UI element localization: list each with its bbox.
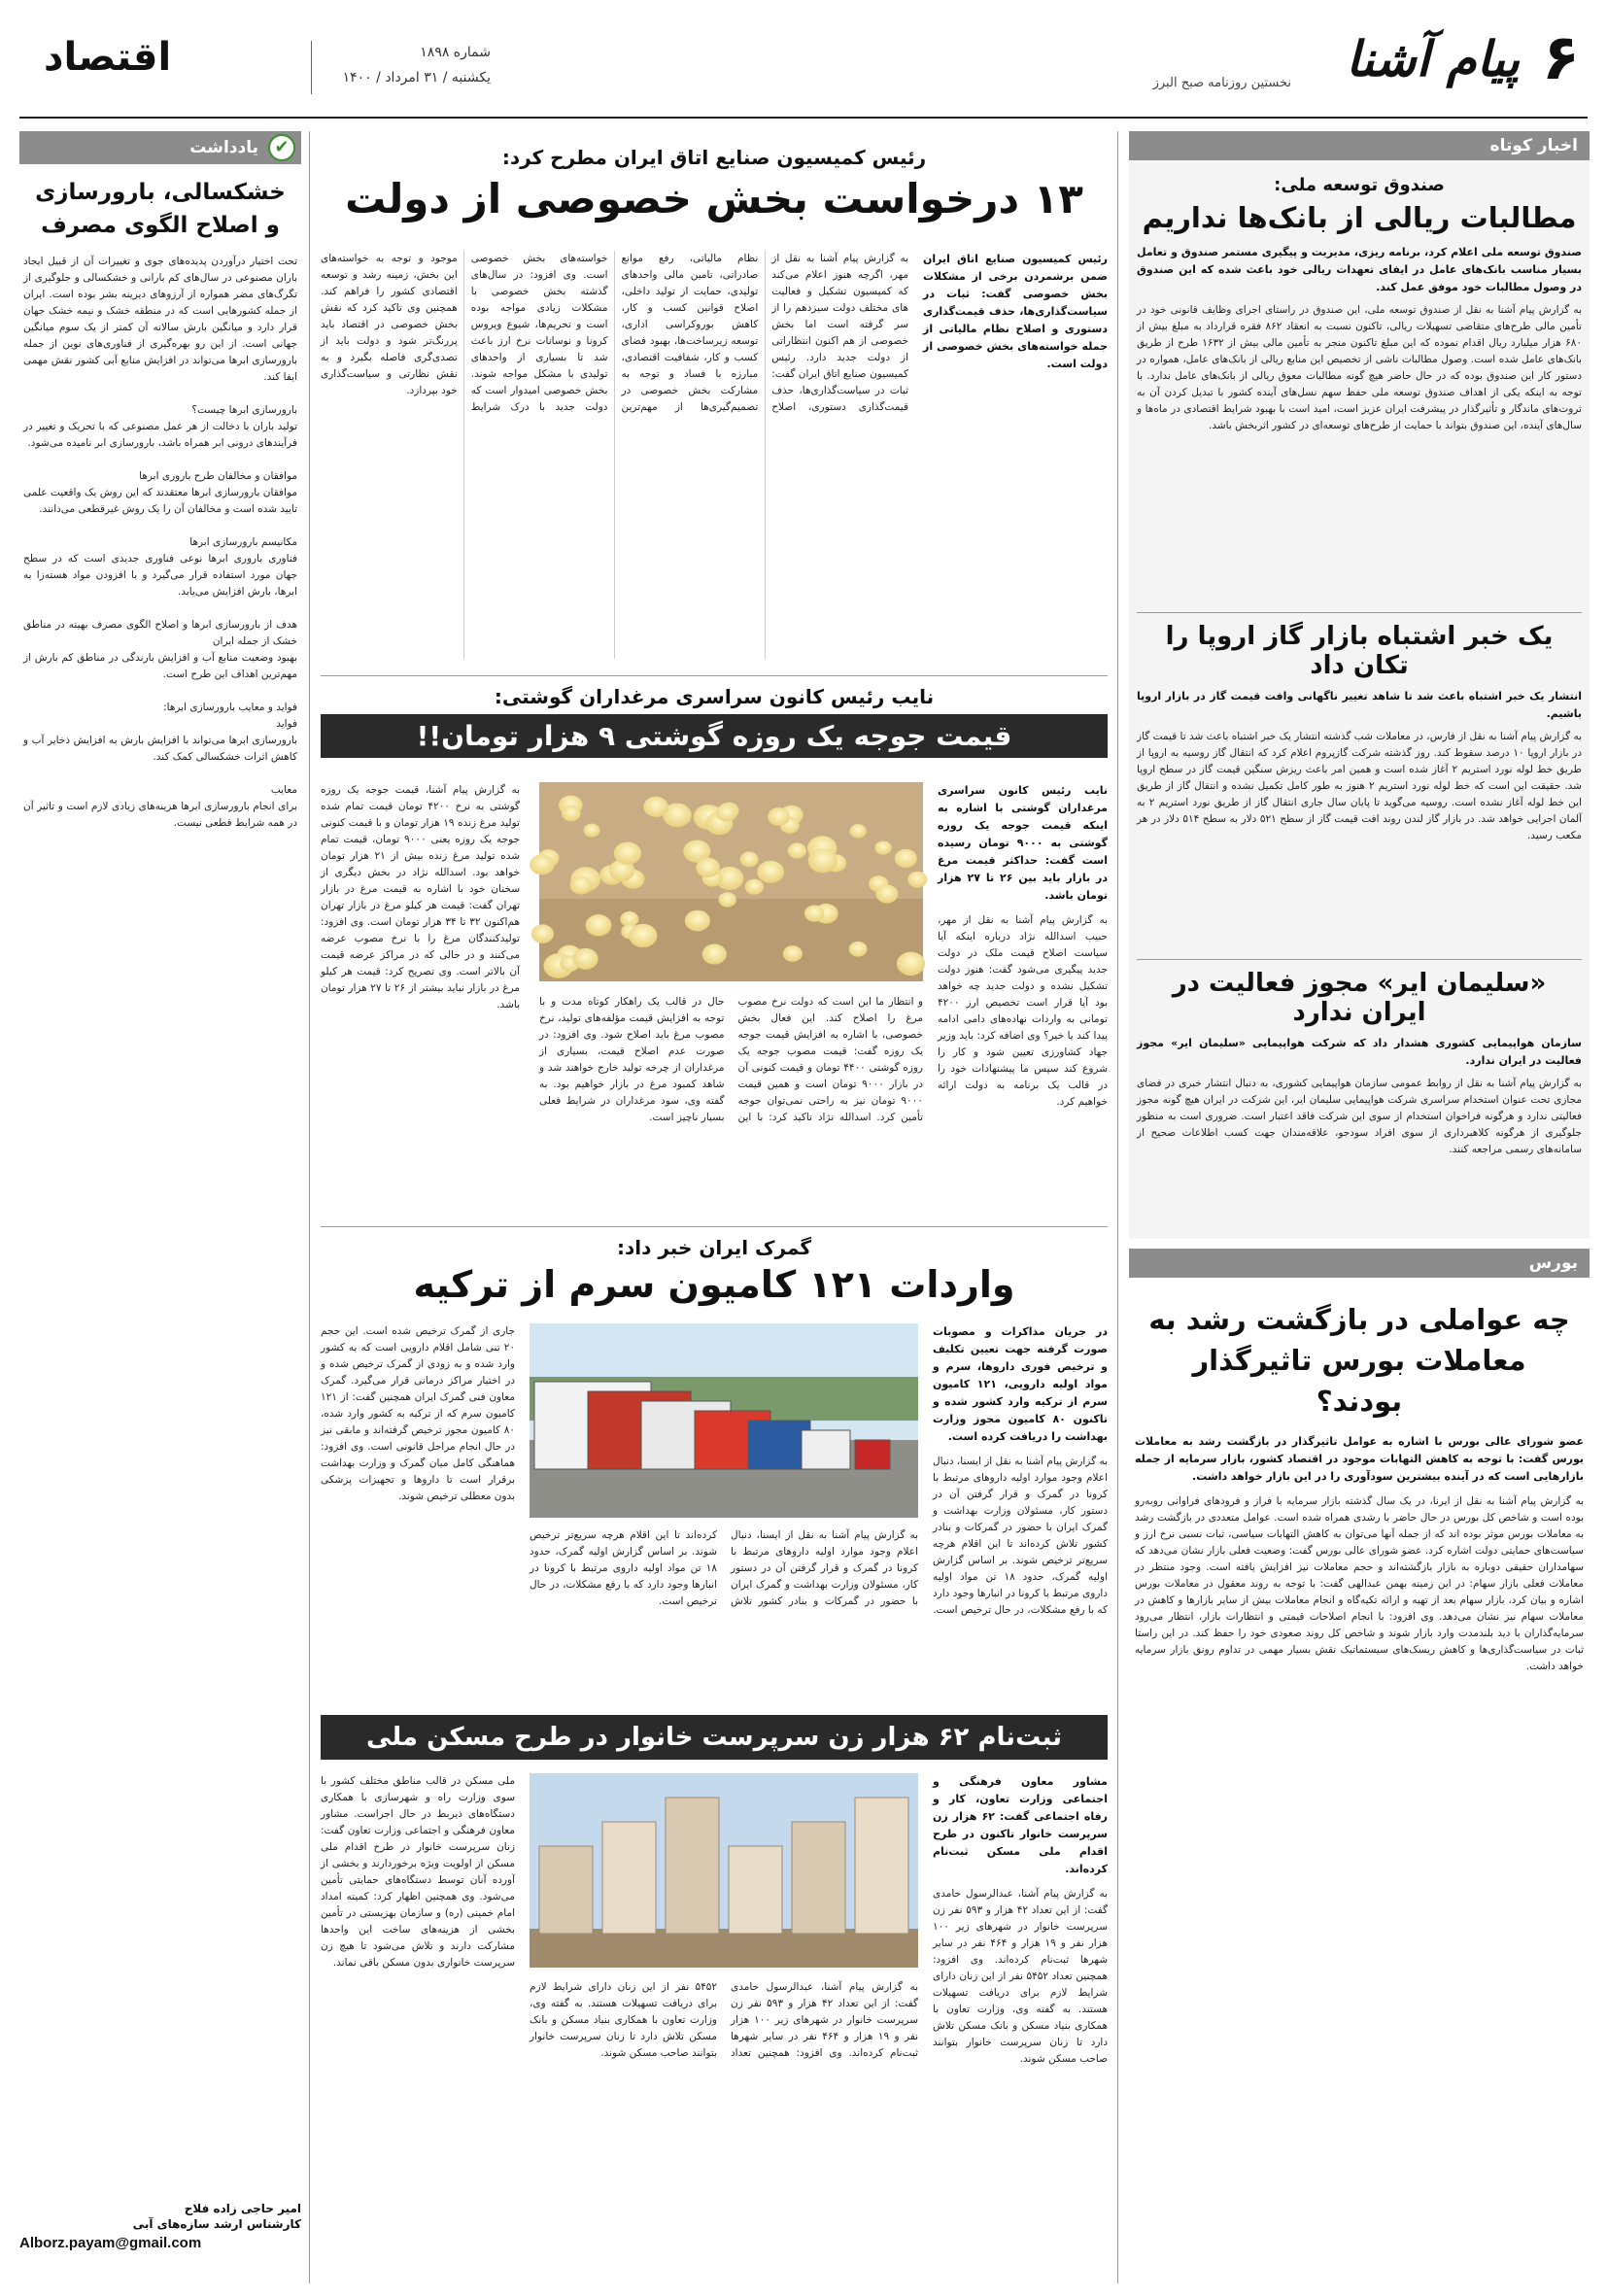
story-divider [321, 1226, 1108, 1227]
chick-shape [768, 807, 790, 826]
editorial-headline: خشکسالی، بارورسازی و اصلاح الگوی مصرف [35, 180, 286, 238]
editorial-label-bar [19, 131, 301, 164]
chick-shape [696, 858, 720, 877]
chick-shape [897, 952, 925, 976]
chick-shape [562, 805, 580, 821]
trucks-photo [530, 1323, 918, 1518]
trucks-lead: در جریان مذاکرات و مصوبات صورت گرفته جهت تعیین تکلیف و ترخیص فوری داروها، سرم و مواد اولیه دارویی، ۱۲۱ کامیون سرم از ترکیه وارد کشور شده و تاکنون ۸۰ کامیون مجوز وزارت بهداشت را دریافت کرده است. [933, 1325, 1109, 1443]
trucks-body-a: به گزارش پیام آشنا به نقل از ایسنا، دنبال اعلام وجود موارد اولیه داروهای مرتبط با کرونا در گمرک و قرار گرفتن آن در دستور کار، مسئولان وزارت بهداشت و گمرک ایران با حضور در گمرکات و بنادر کشور تلاش کرده‌اند تا این اقلام هرچه سریع‌تر ترخیص شوند. بر اساس گزارش اولیه گمرک، حدود ۱۸ تن مواد اولیه داروی مرتبط با کرونا در انبارها وجود دارد که با رفع مشکلات، در حال ترخیص است. [929, 1456, 1109, 1616]
checkmark-icon: ✔ [268, 134, 295, 161]
truck-shape [855, 1440, 890, 1469]
trucks-story [317, 1236, 1109, 1707]
chick-shape [740, 852, 759, 868]
chicks-body-a: به گزارش پیام آشنا به نقل از مهر، حبیب اسدالله نژاد درباره اینکه آیا سیاست اصلاح قیمت ملک در دولت جدید پیگیری می‌شود گفت: هنوز دولت تشکیل نشده و دولت جدید چه خواهد بود آیا قرار است تخصیص ارز ۴۲۰۰ تومانی به واردات نهاده‌های دامی ادامه پیدا کند یا خیر؟ وی اضافه کرد: باید وزیر جهاد کشاورزی تعیین شود و کار را شروع کند سپس ما پیشنهادات خود را در قالب یک برنامه به دولت ارائه خواهیم کرد. [934, 914, 1108, 1108]
chick-shape [530, 854, 554, 874]
building-shape [729, 1846, 782, 1934]
chick-shape [702, 943, 727, 964]
housing-body-a: به گزارش پیام آشنا، عبدالرسول حامدی گفت: از این تعداد ۴۲ هزار و ۵۹۳ نفر زن سرپرست خانوار در شهرهای زیر ۱۰۰ هزار نفر و ۱۹ هزار و ۴۶۴ نفر در سایر شهرها ثبت‌نام کرده‌اند. وی افزود: همچنین تعداد ۵۴۵۲ نفر از این زنان دارای شرایط لازم برای دریافت تسهیلات هستند. به گفته وی، وزارت تعاون با همکاری بنیاد مسکن و بانک مسکن تلاش دارد تا زنان سرپرست خانوار بتوانند صاحب مسکن شوند. [929, 1888, 1109, 2065]
story2 [1133, 622, 1583, 952]
page-number: ۶ [1541, 22, 1580, 94]
editorial-footer [19, 2202, 301, 2279]
chicks-kicker: نایب رئیس کانون سراسری مرغداران گوشتی: [494, 685, 935, 708]
top-story-body: به گزارش پیام آشنا به نقل از مهر، اگرچه هنوز اعلام می‌کند که کمیسیون تشکیل و فعالیت های مختلف دولت سیزدهم را از سر گرفته است اما بخش خصوصی از هم اکنون انتظاراتی از دولت جدید دارد. رئیس کمیسیون صنایع اتاق ایران گفت: ثبات در سیاست‌گذاری‌ها، حذف قیمت‌گذاری دستوری، اصلاح نظام مالیاتی، رفع موانع صادراتی، تامین مالی واحدهای تولیدی، حمایت از تولید داخلی، اصلاح قوانین کسب و کار، کاهش بوروکراسی اداری، توسعه زیرساخت‌ها، بهبود فضای کسب و کار، شفافیت اقتصادی، مبارزه با فساد و توجه به مشارکت بخش خصوصی در تصمیم‌گیری‌ها از مهم‌ترین خواسته‌های بخش خصوصی است. وی افزود: در سال‌های گذشته بخش خصوصی با مشکلات زیادی مواجه بوده است و تحریم‌ها، شیوع ویروس کرونا و نوسانات نرخ ارز باعث شد تا بسیاری از واحدهای تولیدی با مشکل مواجه شوند. بخش خصوصی امیدوار است که دولت جدید با درک شرایط موجود و توجه به خواسته‌های این بخش، زمینه رشد و توسعه اقتصادی کشور را فراهم کند. همچنین وی تاکید کرد که نقش بخش خصوصی در اقتصاد باید پررنگ‌تر شود و دولت باید از تصدی‌گری فاصله بگیرد و به نقش نظارتی و سیاست‌گذاری خود بپردازد. [317, 253, 909, 413]
top-story-kicker: رئیس کمیسیون صنایع اتاق ایران مطرح کرد: [501, 146, 927, 169]
chick-shape [586, 914, 612, 936]
chicks-body-c: به گزارش پیام آشنا، قیمت جوجه یک روزه گوشتی به نرخ ۴۲۰۰ تومان قیمت تمام شده تولید مرغ زنده ۱۹ هزار تومان و با قیمت کنونی جوجه یک روزه یعنی ۹۰۰۰ تومان، قیمت تمام شده تولید مرغ زنده بیش از ۲۱ هزار تومان خواهد بود. اسدالله نژاد در بخش دیگری از سخنان خود با اشاره به قیمت مرغ در بازار تهران گفت: قیمت هر کیلو مرغ در بازار تهران هم‌اکنون ۳۲ تا ۳۴ هزار تومان است. وی افزود: تولیدکنندگان مرغ را با نرخ مصوب عرضه می‌کنند و در حالی که در مراکز عرضه قیمت آن بالاتر است. وی تصریح کرد: قیمت هر کیلو مرغ در بازار نباید بیشتر از ۲۶ تا ۲۷ هزار تومان باشد. [317, 784, 521, 1011]
chick-shape [531, 924, 554, 942]
chick-shape [570, 876, 593, 895]
building-shape [666, 1798, 719, 1934]
chick-shape [907, 872, 927, 888]
author-role: کارشناس ارشد سازه‌های آبی [132, 2217, 301, 2231]
chick-shape [849, 824, 866, 838]
story2-lead: انتشار یک خبر اشتباه باعث شد تا شاهد تغییر ناگهانی وافت قیمت گاز در بازار اروپا باشیم. [1137, 690, 1582, 720]
top-story [317, 146, 1108, 670]
column-divider [309, 131, 310, 2283]
chick-shape [745, 879, 764, 895]
story1-headline: مطالبات ریالی از بانک‌ها نداریم [1142, 201, 1577, 234]
bourse-column [1129, 1249, 1590, 2279]
top-story-headline: ۱۳ درخواست بخش خصوصی از دولت [345, 175, 1083, 223]
top-story-lead: رئیس کمیسیون صنایع اتاق ایران ضمن برشمردن برخی از مشکلات بخش خصوصی گفت: ثبات در سیاست‌گذاری‌ها، حذف قیمت‌گذاری دستوری و اصلاح نظام مالیاتی از جمله خواسته‌های بخش خصوصی از دولت است. [923, 253, 1108, 370]
housing-body-c: به گزارش پیام آشنا، عبدالرسول حامدی گفت: از این تعداد ۴۲ هزار و ۵۹۳ نفر زن سرپرست خانوار در شهرهای زیر ۱۰۰ هزار نفر و ۱۹ هزار و ۴۶۴ نفر در سایر شهرها ثبت‌نام کرده‌اند. وی افزود: همچنین تعداد ۵۴۵۲ نفر از این زنان دارای شرایط لازم برای دریافت تسهیلات هستند. به گفته وی، وزارت تعاون با همکاری بنیاد مسکن و بانک مسکن تلاش دارد تا زنان سرپرست خانوار بتوانند صاحب مسکن شوند. [526, 1981, 919, 2059]
trucks-body-c: به گزارش پیام آشنا به نقل از ایسنا، دنبال اعلام وجود موارد اولیه داروهای مرتبط با کرونا در گمرک و قرار گرفتن آن در دستور کار، مسئولان وزارت بهداشت و گمرک ایران با حضور در گمرکات و بنادر کشور تلاش کرده‌اند تا این اقلام هرچه سریع‌تر ترخیص شوند. بر اساس گزارش اولیه گمرک، حدود ۱۸ تن مواد اولیه داروی مرتبط با کرونا در انبارها وجود دارد که با رفع مشکلات، در حال ترخیص است. [526, 1529, 918, 1607]
housing-photo [530, 1773, 918, 1968]
story3-headline: «سلیمان ایر» مجوز فعالیت در ایران ندارد [1172, 969, 1547, 1027]
story1-kicker: صندوق توسعه ملی: [1274, 175, 1445, 195]
editorial-body: تحت اختیار درآوردن پدیده‌های جوی و تغییرات آن از قبیل ایجاد باران مصنوعی در سال‌های کم بارانی و خشکسالی و جلوگیری از تگرگ‌های مضر همواره از آرزوهای دیرینه بشر بوده است. ایران از جمله کشورهایی است که در منطقه خشک و نیمه خشک جهان قرار دارد و میانگین بارش سالانه آن کمتر از یک سوم میانگین جهانی است. از این رو بهره‌گیری از فناوری‌های نوین از جمله بارورسازی ابرها می‌تواند در افزایش منابع آبی کشور نقش مهمی ایفا کند. بارورسازی ابرها چیست؟ تولید باران با دخالت از هر عمل مصنوعی که با تحریک و تغییر در فرآیندهای درونی ابر همراه باشد، بارورسازی ابر نامیده می‌شود. موافقان و مخالفان طرح باروری ابرها موافقان بارورسازی ابرها معتقدند که این روش یک واقعیت علمی تایید شده است و مخالفان آن را یک روش غیرقطعی می‌دانند. مکانیسم بارورسازی ابرها فناوری باروری ابرها نوعی فناوری جدیدی است که در سطح جهان مورد استفاده قرار می‌گیرد و با افزودن مواد هسته‌زا به ابرها، بارش افزایش می‌یابد. هدف از بارورسازی ابرها و اصلاح الگوی مصرف بهینه در مناطق خشک از جمله ایران بهبود وضعیت منابع آب و افزایش بارندگی در مناطق کم بارش از مهم‌ترین اهداف این طرح است. فواید و معایب بارورسازی ابرها: فواید بارورسازی ابرها می‌تواند با افزایش بارش به افزایش ذخایر آب و کاهش اثرات خشکسالی کمک کند. معایب برای انجام بارورسازی ابرها هزینه‌های زیادی لازم است و تاثیر آن در همه شرایط قطعی نیست. [23, 256, 298, 829]
chicks-story [317, 685, 1108, 1224]
chicks-lead: نایب رئیس کانون سراسری مرغداران گوشتی با اشاره به اینکه قیمت جوجه یک روزه گوشتی به ۹۰۰۰ تومان رسیده است گفت: حداکثر قیمت مرغ در بازار باید بین ۲۶ تا ۲۷ هزار تومان باشد. [938, 784, 1108, 902]
building-shape [602, 1822, 656, 1934]
chick-shape [718, 892, 735, 907]
building-shape [539, 1846, 593, 1934]
story3-lead: سازمان هواپیمایی کشوری هشدار داد که شرکت هواپیمایی «سلیمان ایر» مجوز فعالیت در ایران ندارد. [1137, 1037, 1582, 1067]
housing-headline-bar [321, 1715, 1108, 1760]
chick-shape [614, 842, 641, 865]
truck-shape [802, 1430, 850, 1469]
chick-shape [788, 843, 806, 859]
chick-shape [757, 861, 784, 883]
story1 [1133, 175, 1583, 602]
section-title: اقتصاد [44, 35, 172, 80]
chick-shape [572, 948, 598, 970]
editorial-column [19, 131, 301, 2283]
housing-story [317, 1715, 1109, 2279]
housing-lead-box [929, 1773, 1109, 2269]
author-name: امیر حاجی زاده فلاح [184, 2202, 301, 2215]
trucks-kicker: گمرک ایران خبر داد: [617, 1236, 811, 1259]
contact-email[interactable]: Alborz.payam@gmail.com [19, 2235, 202, 2251]
masthead [19, 19, 1588, 112]
chick-shape [849, 942, 868, 957]
chicks-headline: قیمت جوجه یک روزه گوشتی ۹ هزار تومان!! [416, 720, 1012, 752]
chick-shape [716, 804, 737, 821]
chicks-body-b: و انتظار ما این است که دولت نرخ مصوب مرغ را اصلاح کند. این فعال بخش خصوصی، با اشاره به افزایش قیمت جوجه یک روزه گفت: قیمت مصوب جوجه یک روزه گوشتی ۴۴۰۰ تومان و قیمت کنونی آن در بازار ۹۰۰۰ تومان است و همین قیمت ۹۰۰۰ تومان نیز به راحتی نمی‌توان جوجه تأمین کرد. اسدالله نژاد تاکید کرد: با این حال در قالب یک راهکار کوتاه مدت و با توجه به افزایش قیمت مؤلفه‌های تولید، نرخ مصوب مرغ باید اصلاح شود. وی افزود: در صورت عدم اصلاح قیمت، بسیاری از مرغداران از چرخه تولید خارج خواهند شد و شاهد کمبود مرغ در بازار خواهیم بود. به گفته وی، سود مرغداران در شرایط فعلی بسیار ناچیز است. [535, 996, 923, 1123]
truck-shape [748, 1421, 810, 1469]
housing-headline: ثبت‌نام ۶۲ هزار زن سرپرست خانوار در طرح مسکن ملی [366, 1723, 1062, 1752]
story4-body: به گزارش پیام آشنا به نقل از ایرنا، در یک سال گذشته بازار سرمایه با فراز و فرودهای فراوانی روبه‌رو بوده است و شاخص کل بورس در حال حاضر با رشدی همراه شده است. عوامل متعددی در بازگشت رشد به معاملات بورس موثر بوده اند که از جمله آنها می‌توان به کاهش التهابات سیاسی، ثبات نسبی نرخ ارز و سیاست‌های حمایتی دولت اشاره کرد. عضو شورای عالی بورس گفت: وضعیت فعلی بازار نشان می‌دهد که سهامداران حقیقی دوباره به بازار بازگشته‌اند و حجم معاملات نیز افزایش یافته است. وجود منتظر در معاملات فعلی بازار سهام: در این زمینه بهمن عبدالهی گفت: با توجه به روند معقول در معاملات بورس اشاره و بیان کرد، بازار سهام بعد از تهیه و ارائه تکیه‌گاه و انجام معاملات بیش از سایر بازارها و کاهش در معاملات سهام نیز نشان می‌دهد. وی افزود: با انجام اصلاحات قیمتی و انتظارات بازار، انتظار می‌رود سرمایه‌گذاران با دید بلندمدت وارد بازار شوند و شاخص کل روند صعودی خود را حفظ کند. در این راستا ثبات در سیاست‌گذاری‌ها و کاهش ریسک‌های سیستماتیک نقش بسیار مهمی در تداوم رونق بازار سرمایه خواهد داشت. [1131, 1495, 1584, 1672]
story1-lead: صندوق توسعه ملی اعلام کرد، برنامه ریزی، مدیریت و پیگیری مستمر صندوق و تعامل بسیار مناسب بانک‌های عامل در ایفای تعهدات ریالی خود باعث شده که این صندوق در وصول مطالبات خود موفق عمل کند. [1137, 246, 1582, 293]
newspaper-logo: پیام آشنا [1346, 30, 1520, 87]
chicks-photo [539, 782, 923, 981]
housing-lead: مشاور معاون فرهنگی و اجتماعی وزارت تعاون، کار و رفاه اجتماعی گفت: ۶۲ هزار زن سرپرست خانوار تاکنون در طرح اقدام ملی مسکن ثبت‌نام کرده‌اند. [933, 1775, 1109, 1875]
chick-shape [685, 910, 710, 932]
story3 [1133, 969, 1582, 1231]
issue-date: یکشنبه / ۳۱ امرداد / ۱۴۰۰ [342, 70, 491, 86]
chick-shape [895, 849, 917, 868]
story4-headline: چه عواملی در بازگشت رشد به معاملات بورس تاثیرگذار بودند؟ [1148, 1303, 1570, 1418]
chick-shape [808, 848, 838, 873]
story1-body: به گزارش پیام آشنا به نقل از صندوق توسعه ملی، این صندوق در راستای اجرای وظایف قانونی خود در تأمین مالی طرح‌های متقاضی تسهیلات ریالی، تاکنون نسبت به انعقاد ۸۶۲ فقره قرارداد به مبلغ بیش از ۶۸۰ هزار میلیارد ریال اقدام نموده که این مبلغ تاکنون منجر به تأمین مالی بیش از ۱۶۳۲ طرح از طریق بانک‌های عامل شده است. وصول مطالبات ناشی از تخصیص این منابع ریالی از بانک‌های عامل، همواره در دستور کار این صندوق بوده که در حال حاضر هیچ گونه مطالبات معوق ریالی از بانک‌های عامل ندارد. با توجه به اینکه یکی از اهداف صندوق توسعه ملی حفظ سهم نسل‌های آینده کشور با تبدیل کردن آن به ثروت‌های ماندگار و تأثیرگذار در پیشرفت ایران عزیز است، امید است با بهبود شرایط اقتصادی در ماه‌ها و سال‌های آینده، این صندوق بتواند با حمایت از طرح‌های توسعه‌ای در کشور اثربخش باشد. [1133, 304, 1583, 431]
chick-shape [804, 905, 825, 921]
chick-shape [783, 945, 803, 962]
short-news-label: اخبار کوتاه [1129, 131, 1590, 160]
trucks-lead-box [929, 1323, 1109, 1702]
story2-body: به گزارش پیام آشنا به نقل از فارس، در معاملات شب گذشته انتشار یک خبر اشتباه باعث شد تا قیمت گاز در بازار اروپا ۱۰ درصد سقوط کند. روز گذشته شرکت گازپروم اعلام کرد که انتقال گاز روسیه به اروپا از طریق خط لوله نورد استریم ۲ آغاز شده است و همین امر باعث ریزش سنگین قیمت گاز در سطح اروپا شد. حقیقت این است که خط لوله نورد استریم ۲ هنوز به طور کامل تکمیل نشده و انتقال گاز از طریق این خط لوله آغاز نشده است. روسیه می‌گوید تا پایان سال جاری انتقال گاز از طریق نورد استریم ۲ به آلمان اجرایی خواهد شد. در بازار گاز لندن روند افت قیمت گاز از سطح ۵۲۱ دلار به سطح ۵۱۴ دلار در هر مکعب رسید. [1133, 731, 1583, 841]
chick-shape [584, 824, 600, 838]
chick-shape [643, 797, 667, 817]
story2-headline: یک خبر اشتباه بازار گاز اروپا را تکان داد [1165, 622, 1554, 680]
bourse-label: بورس [1129, 1249, 1590, 1278]
chick-shape [874, 840, 891, 854]
story3-body: به گزارش پیام آشنا به نقل از روابط عمومی سازمان هواپیمایی کشوری، به دنبال انتشار خبری در فضای مجازی تحت عنوان استخدام سراسری شرکت هواپیمایی سلیمان ایر، این شرکت در ایران هیچ گونه مجوز فعالیتی ندارد و هرگونه فراخوان استخدام از سوی این شرکت فاقد اعتبار است. ضروری است به منظور جلوگیری از هرگونه کلاهبرداری از سوی افراد سودجو، علاقه‌مندان جهت کسب اطلاعات صحیح از سامانه‌های رسمی مراجعه کنند. [1133, 1078, 1582, 1155]
building-shape [792, 1822, 845, 1934]
short-news-column [1129, 131, 1590, 1239]
top-story-lead-box [923, 251, 1108, 659]
trucks-body-b: جاری از گمرک ترخیص شده است. این حجم ۲۰ تنی شامل اقلام دارویی است که به کشور وارد شده و به زودی از گمرک ترخیص شده و در اختیار مراکز درمانی قرار می‌گیرد. گمرک معاون فنی گمرک ایران همچنین گفت: از ۱۲۱ کامیون سرم که از ترکیه به کشور وارد شده، ۸۰ کامیون مجوز ترخیص گرفته‌اند و مابقی نیز در حال انجام مراحل قانونی است. وی افزود: هماهنگی کامل میان گمرک و وزارت بهداشت برقرار است تا داروها و تجهیزات پزشکی بدون معطلی ترخیص شوند. [317, 1325, 516, 1502]
story-divider [321, 675, 1108, 676]
building-shape [855, 1798, 908, 1934]
column-divider [1117, 131, 1118, 2283]
tagline: نخستین روزنامه صبح البرز [1152, 76, 1291, 90]
masthead-divider [311, 41, 312, 94]
story4-lead: عضو شورای عالی بورس با اشاره به عوامل تاثیرگذار در بازگشت رشد به معاملات بورس گفت: با توجه به کاهش التهابات موجود در اقتصاد کشور، بازار سرمایه از جمله بازارهایی است که در آینده بیشترین سودآوری را در این بازار خواهد داشت. [1135, 1435, 1584, 1483]
housing-body-b: ملی مسکن در قالب مناطق مختلف کشور با سوی وزارت راه و شهرسازی با همکاری دستگاه‌های ذیربط در حال اجراست. مشاور معاون فرهنگی و اجتماعی وزارت تعاون گفت: زنان سرپرست خانوار در طرح اقدام ملی مسکن از اولویت ویژه برخوردارند و بخشی از آورده آنان توسط دستگاه‌های حمایتی تأمین می‌شود. وی همچنین اظهار کرد: کمیته امداد امام خمینی (ره) و سازمان بهزیستی در تأمین بخشی از هزینه‌های ساخت این واحدها مشارکت دارند و تلاش می‌شود تا هیچ زن سرپرست خانواری بدون مسکن باقی نماند. [317, 1775, 515, 1969]
chick-shape [875, 885, 898, 904]
story-divider [1137, 612, 1582, 613]
masthead-rule [19, 117, 1588, 119]
story-divider [1137, 959, 1582, 960]
issue-number: شماره ۱۸۹۸ [420, 45, 491, 60]
chicks-lead-box [934, 782, 1108, 1210]
chick-shape [629, 924, 657, 947]
trucks-headline: واردات ۱۲۱ کامیون سرم از ترکیه [413, 1263, 1015, 1306]
chicks-headline-bar [321, 714, 1108, 758]
editorial-label: یادداشت [189, 138, 258, 157]
